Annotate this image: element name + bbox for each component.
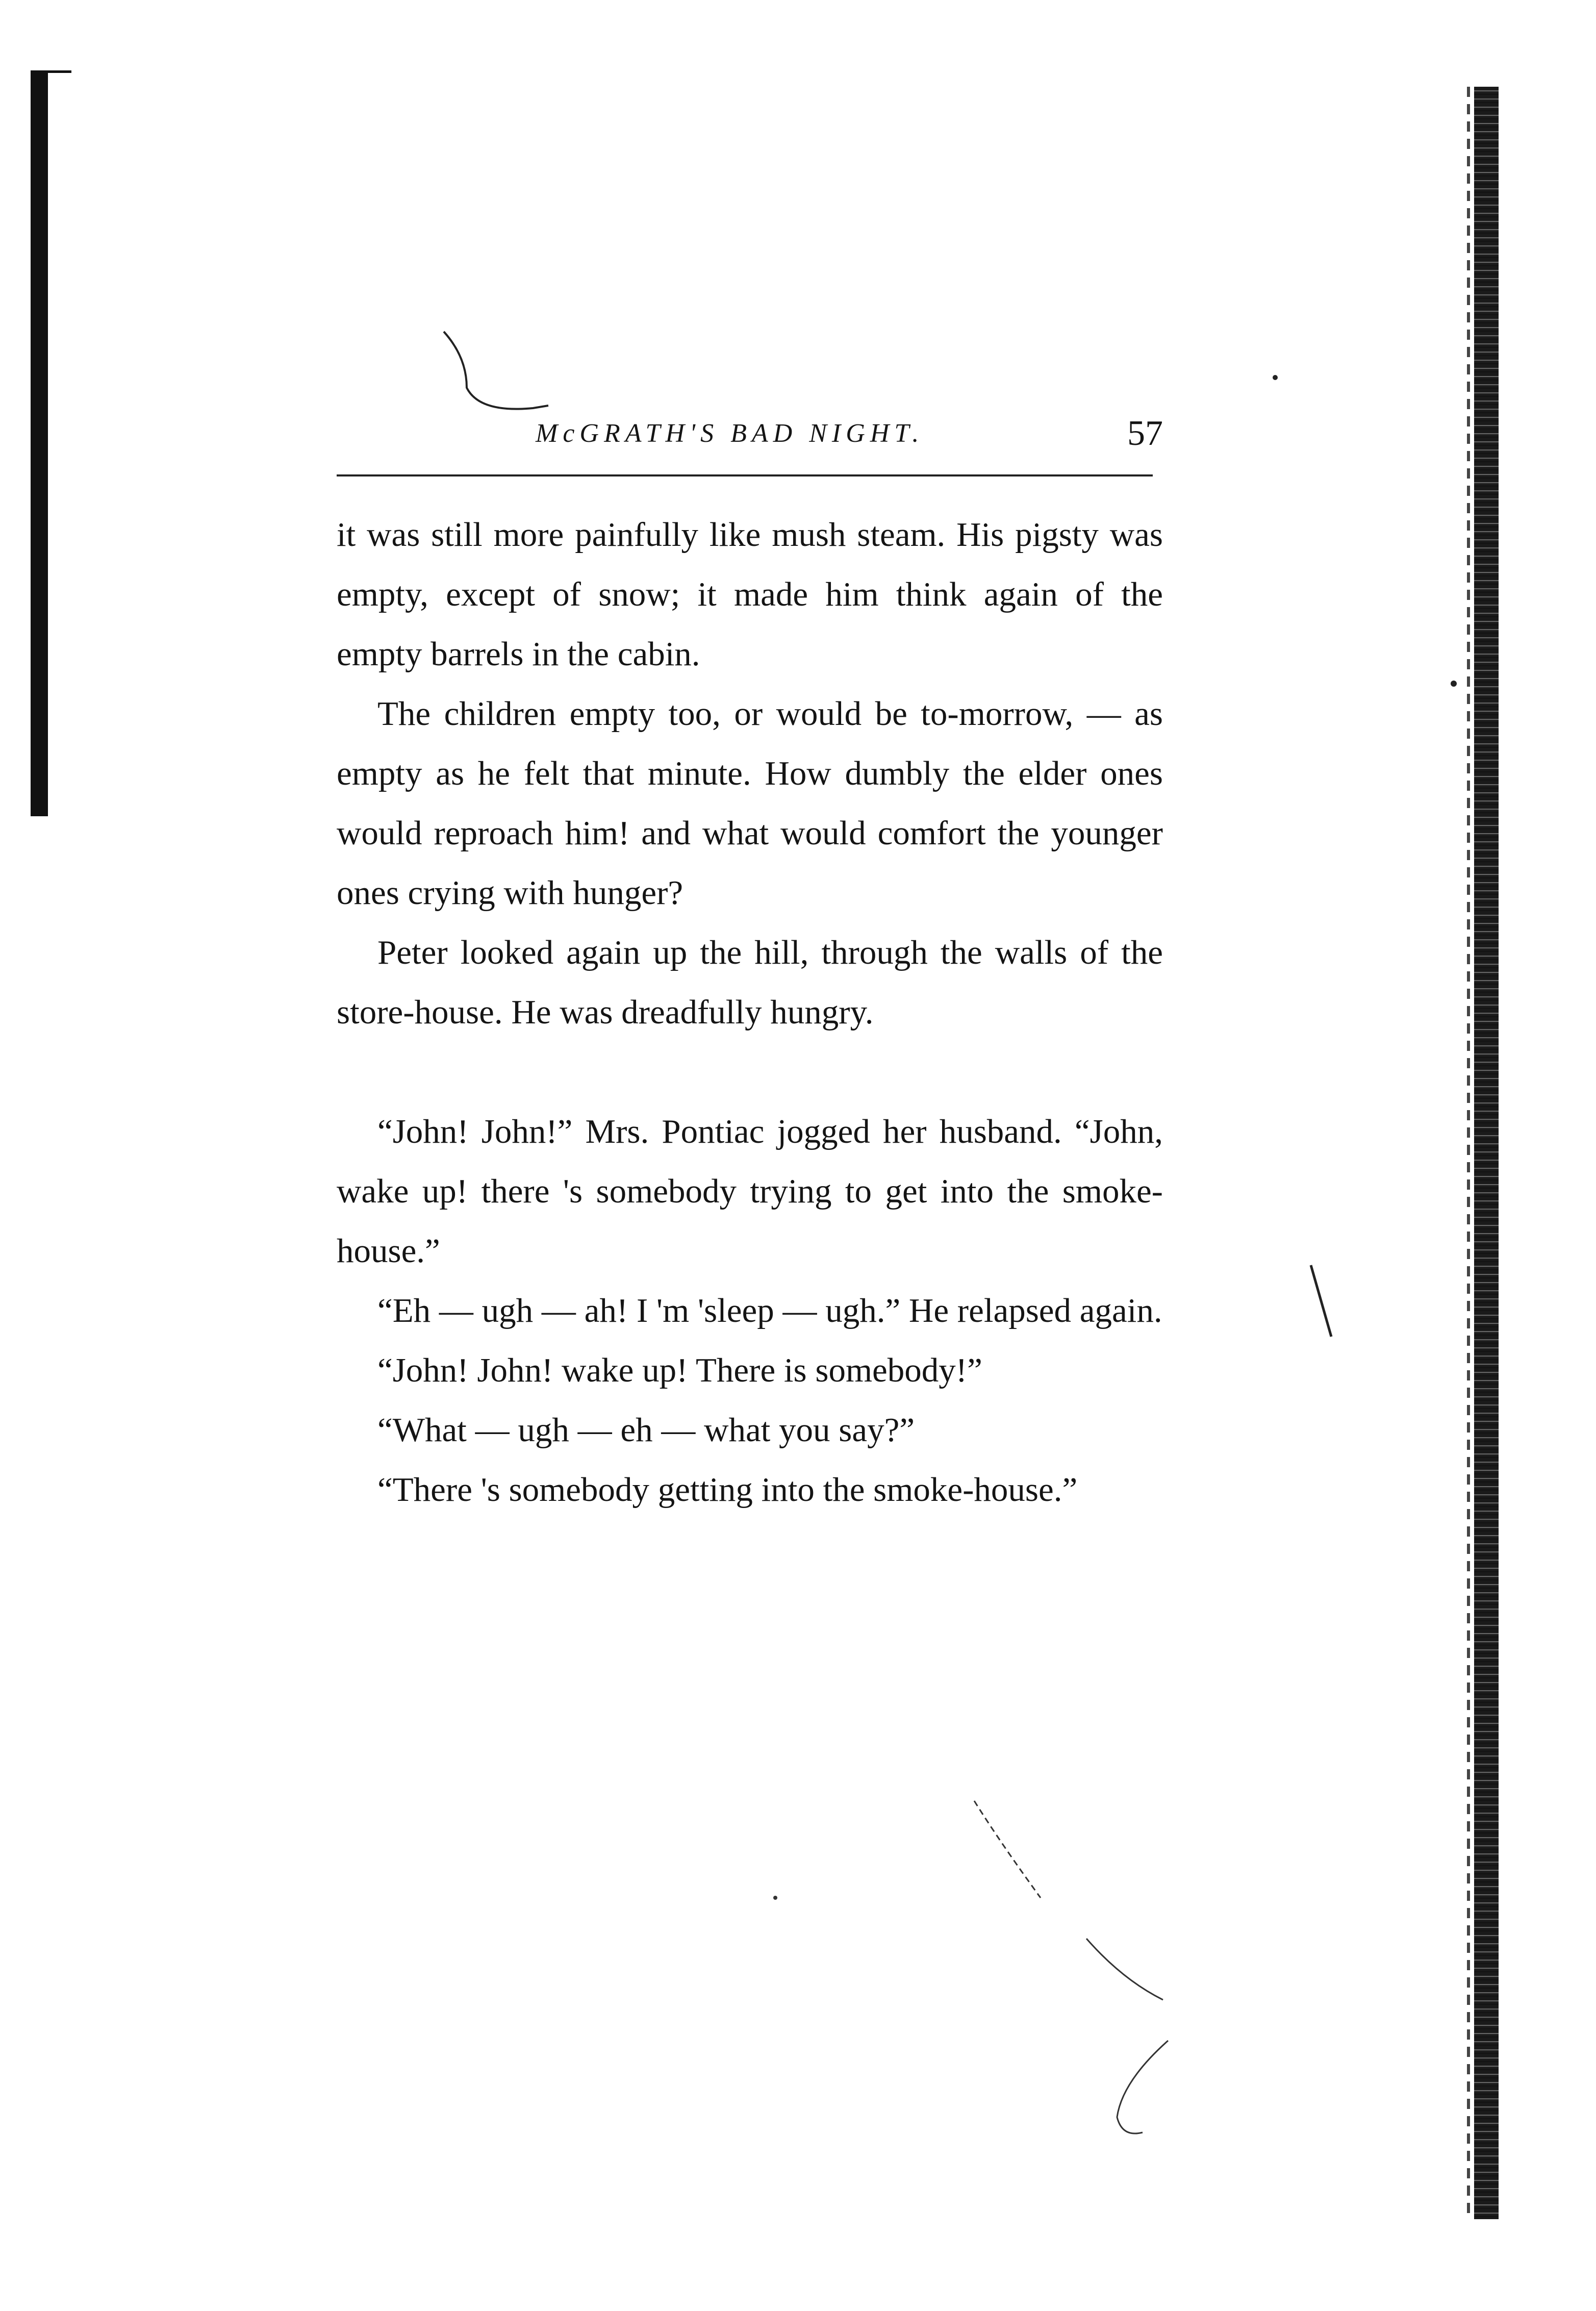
paragraph-6: “John! John! wake up! There is somebody!” — [377, 1351, 982, 1389]
pencil-trail-2 — [1086, 1939, 1163, 2000]
book-page — [337, 398, 1163, 1509]
running-title: McGRATH'S BAD NIGHT. — [536, 419, 924, 448]
body-text — [337, 505, 1163, 1520]
speck-3 — [773, 1896, 777, 1900]
section-break — [337, 1042, 1163, 1102]
paragraph-7: “What — ugh — eh — what you say?” — [377, 1411, 915, 1449]
pencil-curve-header — [444, 332, 548, 409]
running-header — [337, 398, 1163, 474]
paragraph-1: it was still more painfully like mush steam. His pigsty was empty, except of snow; it made him think again of the empty barrels in the cabin. — [337, 516, 1163, 673]
paragraph-5: “Eh — ugh — ah! I 'm 'sleep — ugh.” He relapsed again. — [377, 1292, 1162, 1329]
paragraph-8: “There 's somebody getting into the smoke-house.” — [377, 1471, 1078, 1509]
paragraph-3: Peter looked again up the hill, through the walls of the store-house. He was dreadfully hungry. — [337, 934, 1163, 1031]
pencil-trail-3 — [1117, 2041, 1168, 2133]
pencil-trail-1 — [974, 1801, 1041, 1898]
header-rule — [337, 474, 1153, 476]
speck-2 — [1273, 375, 1278, 380]
page-number: 57 — [1127, 414, 1163, 453]
paragraph-4: “John! John!” Mrs. Pontiac jogged her husband. “John, wake up! there 's somebody trying to get into the smoke-house.” — [337, 1113, 1163, 1270]
pencil-stroke-right — [1311, 1265, 1331, 1337]
speck-1 — [1451, 681, 1457, 687]
paragraph-2: The children empty too, or would be to-morrow, — as empty as he felt that minute. How dumbly the elder ones would reproach him! and what would comfort the younger ones crying with hunger? — [337, 695, 1163, 912]
